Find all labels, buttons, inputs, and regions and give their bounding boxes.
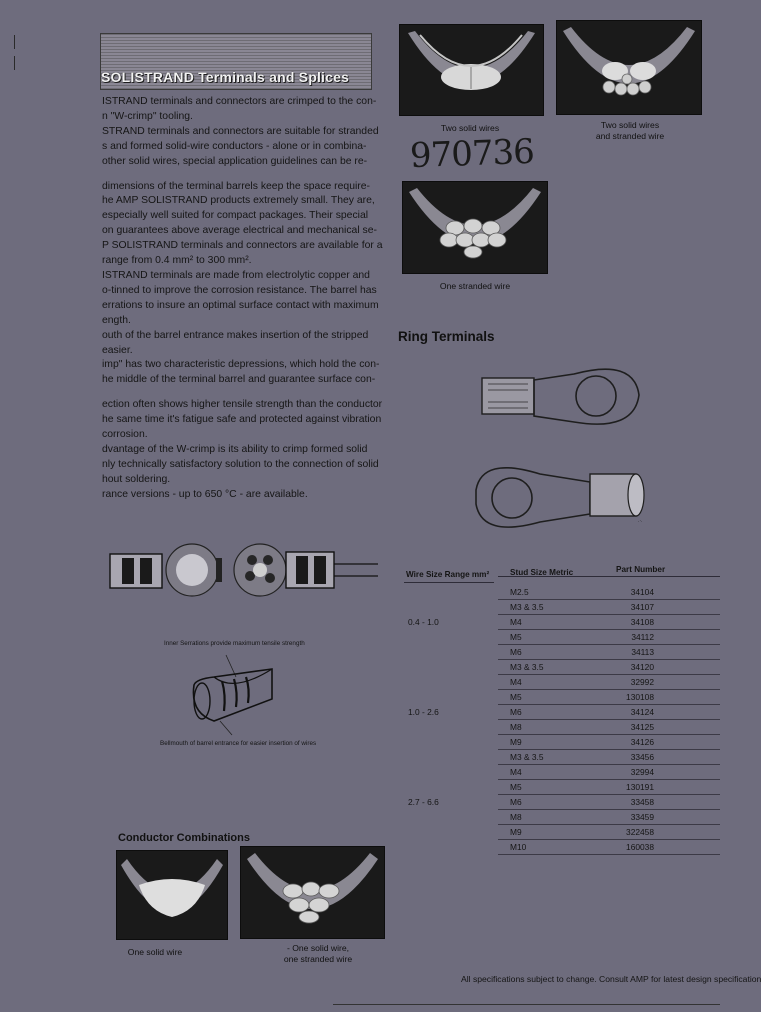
table-header-rule bbox=[498, 576, 720, 577]
wire-size-range-cell: 2.7 - 6.6 bbox=[408, 797, 439, 807]
ring-terminal-drawing bbox=[470, 460, 660, 540]
stud-size-cell: M4 bbox=[510, 677, 522, 687]
stud-size-cell: M9 bbox=[510, 827, 522, 837]
table-row bbox=[404, 705, 720, 720]
table-header-rule bbox=[404, 582, 494, 583]
body-text-line: ength. bbox=[102, 314, 131, 326]
stud-size-cell: M10 bbox=[510, 842, 527, 852]
ring-terminal-drawing bbox=[474, 360, 649, 440]
photo-one-solid-one-stranded bbox=[240, 846, 385, 939]
stud-size-cell: M3 & 3.5 bbox=[510, 662, 544, 672]
stud-size-cell: M3 & 3.5 bbox=[510, 602, 544, 612]
illustration-label: Inner Serrations provide maximum tensile strength bbox=[164, 640, 305, 647]
margin-mark bbox=[14, 35, 15, 49]
paragraph-gap bbox=[102, 388, 382, 398]
row-rule bbox=[498, 854, 720, 855]
part-number-cell: 33456 bbox=[630, 752, 654, 762]
illustration-label: Bellmouth of barrel entrance for easier insertion of wires bbox=[160, 740, 317, 747]
part-number-cell: 322458 bbox=[626, 827, 654, 837]
table-row bbox=[404, 840, 720, 855]
table-row bbox=[404, 600, 720, 615]
table-row bbox=[404, 735, 720, 750]
table-row bbox=[404, 795, 720, 810]
table-row bbox=[404, 810, 720, 825]
stud-size-cell: M4 bbox=[510, 617, 522, 627]
section-header-band bbox=[100, 33, 372, 90]
stud-size-cell: M9 bbox=[510, 737, 522, 747]
body-text-line: rance versions - up to 650 °C - are available. bbox=[102, 488, 308, 500]
crimp-barrel-photo bbox=[108, 540, 380, 600]
section-title: SOLISTRAND Terminals and Splices bbox=[101, 69, 350, 85]
stud-size-cell: M6 bbox=[510, 797, 522, 807]
photo-one-stranded-wire bbox=[402, 181, 548, 274]
stud-size-cell: M8 bbox=[510, 812, 522, 822]
photo-caption: One solid wire bbox=[127, 947, 183, 957]
barrel-cutaway-drawing bbox=[180, 655, 300, 735]
part-number-cell: 34120 bbox=[630, 662, 654, 672]
body-text-line: he middle of the terminal barrel and guarantee surface con- bbox=[102, 374, 376, 386]
body-text bbox=[102, 95, 382, 503]
footer-rule bbox=[333, 1004, 720, 1005]
part-number-cell: 33458 bbox=[630, 797, 654, 807]
column-header: Stud Size Metric bbox=[510, 568, 574, 577]
body-text-line: easier. bbox=[102, 344, 133, 356]
body-text-line: corrosion. bbox=[102, 429, 148, 441]
photo-caption: - One solid wire, one stranded wire bbox=[283, 943, 353, 964]
part-number-cell: 160038 bbox=[626, 842, 654, 852]
part-number-cell: 34125 bbox=[630, 722, 654, 732]
body-text-line: P SOLISTRAND terminals and connectors are available for a bbox=[102, 240, 383, 252]
table-row bbox=[404, 615, 720, 630]
part-number-cell: 34113 bbox=[631, 647, 654, 657]
body-text-line: imp" has two characteristic depressions, which hold the con- bbox=[102, 359, 380, 371]
footer-note: All specifications subject to change. Consult AMP for latest design specification bbox=[461, 974, 761, 984]
conductor-combinations-title: Conductor Combinations bbox=[118, 832, 250, 844]
body-text-line: dimensions of the terminal barrels keep the space require- bbox=[102, 180, 370, 192]
body-text-line: nly technically satisfactory solution to the connection of solid bbox=[102, 458, 379, 470]
column-header: Part Number bbox=[616, 565, 666, 574]
margin-mark bbox=[14, 56, 15, 70]
table-row bbox=[404, 750, 720, 765]
svg-text:.·.: .·. bbox=[638, 518, 643, 524]
body-text-line: hout soldering. bbox=[102, 473, 171, 485]
ring-terminals-title: Ring Terminals bbox=[398, 329, 495, 344]
stud-size-cell: M3 & 3.5 bbox=[510, 752, 544, 762]
body-text-line: ISTRAND terminals and connectors are crimped to the con- bbox=[102, 96, 377, 107]
body-text-line: ection often shows higher tensile strength than the conductor bbox=[102, 399, 383, 411]
part-number-cell: 32992 bbox=[630, 677, 654, 687]
wire-size-range-cell: 1.0 - 2.6 bbox=[408, 707, 439, 717]
part-number-cell: 33459 bbox=[630, 812, 654, 822]
stud-size-cell: M6 bbox=[510, 707, 522, 717]
body-text-line: he AMP SOLISTRAND products extremely small. They are, bbox=[102, 195, 375, 207]
body-text-line: errations to insure an optimal surface contact with maximum bbox=[102, 299, 379, 311]
table-row bbox=[404, 645, 720, 660]
table-row bbox=[404, 780, 720, 795]
part-number-cell: 34104 bbox=[630, 587, 654, 597]
stud-size-cell: M2.5 bbox=[510, 587, 529, 597]
table-row bbox=[404, 585, 720, 600]
photo-two-solid-wires-and-stranded bbox=[556, 20, 702, 115]
part-number-cell: 32994 bbox=[630, 767, 654, 777]
body-text-line: outh of the barrel entrance makes insertion of the stripped bbox=[102, 329, 369, 341]
part-number-cell: 34124 bbox=[630, 707, 654, 717]
table-row bbox=[404, 720, 720, 735]
body-text-line: s and formed solid-wire conductors - alone or in combina- bbox=[102, 140, 367, 152]
body-text-line: ISTRAND terminals are made from electrolytic copper and bbox=[102, 269, 370, 281]
photo-caption: One stranded wire bbox=[439, 281, 511, 291]
part-number-cell: 34108 bbox=[630, 617, 654, 627]
wire-size-range-cell: 0.4 - 1.0 bbox=[408, 617, 439, 627]
part-number-cell: 34126 bbox=[630, 737, 654, 747]
body-text-line: especially well suited for compact packages. Their special bbox=[102, 210, 369, 222]
table-row bbox=[404, 765, 720, 780]
body-text-line: o-tinned to improve the corrosion resistance. The barrel has bbox=[102, 284, 377, 296]
body-text-line: he same time it's fatigue safe and protected against vibration bbox=[102, 414, 382, 426]
body-text-line: n "W-crimp" tooling. bbox=[102, 110, 193, 122]
table-row bbox=[404, 675, 720, 690]
stud-size-cell: M8 bbox=[510, 722, 522, 732]
stud-size-cell: M6 bbox=[510, 647, 522, 657]
body-text-line: STRAND terminals and connectors are suitable for stranded bbox=[102, 125, 379, 137]
handwritten-number: 970736 bbox=[409, 131, 535, 177]
photo-one-solid-wire bbox=[116, 850, 228, 940]
stud-size-cell: M5 bbox=[510, 632, 522, 642]
body-text-line: other solid wires, special application guidelines can be re- bbox=[102, 155, 368, 167]
table-row bbox=[404, 690, 720, 705]
paragraph-gap bbox=[102, 170, 382, 180]
part-number-cell: 130191 bbox=[626, 782, 654, 792]
part-number-cell: 130108 bbox=[626, 692, 654, 702]
part-number-cell: 34112 bbox=[631, 632, 654, 642]
body-text-line: dvantage of the W-crimp is its ability to crimp formed solid bbox=[102, 443, 368, 455]
column-header: Wire Size Range mm² bbox=[406, 570, 490, 579]
body-text-line: range from 0.4 mm² to 300 mm². bbox=[102, 255, 252, 267]
part-number-cell: 34107 bbox=[630, 602, 654, 612]
table-row bbox=[404, 630, 720, 645]
table-row bbox=[404, 825, 720, 840]
stud-size-cell: M4 bbox=[510, 767, 522, 777]
stud-size-cell: M5 bbox=[510, 782, 522, 792]
photo-caption: Two solid wires bbox=[440, 123, 500, 133]
table-row bbox=[404, 660, 720, 675]
stud-size-cell: M5 bbox=[510, 692, 522, 702]
photo-two-solid-wires bbox=[399, 24, 544, 116]
photo-caption: Two solid wires and stranded wire bbox=[595, 120, 665, 141]
body-text-line: on guarantees above average electrical and mechanical se- bbox=[102, 225, 377, 237]
